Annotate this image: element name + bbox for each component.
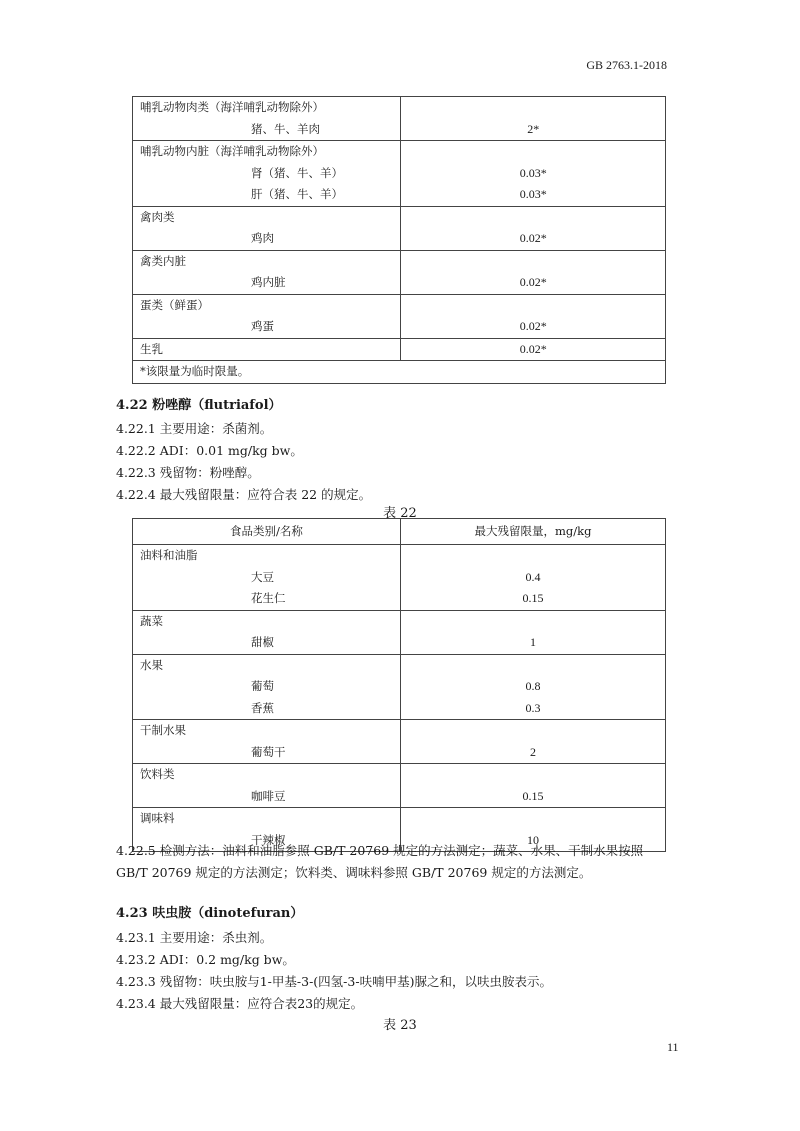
table-row bbox=[133, 206, 666, 250]
column-header-food: 食品类别/名称 bbox=[230, 524, 303, 538]
limit-value: 0.02* bbox=[519, 319, 547, 333]
paragraph-4-23-1: 4.23.1 主要用途：杀虫剂。 bbox=[116, 930, 273, 945]
category-label: 油料和油脂 bbox=[140, 548, 198, 562]
section-title-4-23: 4.23 呋虫胺（dinotefuran） bbox=[116, 906, 304, 921]
limit-value: 0.02* bbox=[519, 341, 547, 356]
paragraph-4-22-2: 4.22.2 ADI：0.01 mg/kg bw。 bbox=[116, 443, 303, 458]
item-label: 干辣椒 bbox=[251, 832, 286, 847]
item-label: 甜椒 bbox=[251, 635, 274, 649]
table-row bbox=[133, 654, 666, 720]
limit-value: 0.3 bbox=[525, 700, 541, 715]
standard-code: GB 2763.1-2018 bbox=[586, 58, 667, 72]
table-22 bbox=[132, 518, 666, 852]
limit-value: 1 bbox=[529, 635, 536, 649]
table-row bbox=[133, 610, 666, 654]
table-row bbox=[133, 250, 666, 294]
section-title-4-22: 4.22 粉唑醇（flutriafol） bbox=[116, 398, 282, 413]
category-label: 生乳 bbox=[140, 341, 163, 356]
item-label: 肾（猪、牛、羊） bbox=[251, 165, 343, 180]
limit-value: 10 bbox=[526, 832, 539, 847]
category-label: 干制水果 bbox=[140, 723, 186, 737]
category-label: 禽类内脏 bbox=[140, 253, 186, 268]
item-label: 葡萄 bbox=[251, 679, 274, 693]
category-label: 蛋类（鲜蛋） bbox=[140, 297, 209, 312]
limit-value: 0.02* bbox=[519, 275, 547, 289]
table-footnote: *该限量为临时限量。 bbox=[140, 364, 250, 378]
item-label: 鸡肉 bbox=[251, 231, 274, 245]
table-footnote-row bbox=[133, 361, 666, 384]
table-row bbox=[133, 545, 666, 611]
category-label: 哺乳动物肉类（海洋哺乳动物除外） bbox=[140, 100, 324, 114]
paragraph-4-23-2: 4.23.2 ADI：0.2 mg/kg bw。 bbox=[116, 952, 295, 967]
limit-value: 0.03* bbox=[519, 165, 547, 180]
paragraph-4-22-5: 4.22.5 检测方法：油料和油脂参照 GB/T 20769 规定的方法测定；蔬菜、水果、干制水果按照 GB/T 20769 规定的方法测定；饮料类、调味料参照 GB/T 20769 规定的方法测定。 bbox=[116, 843, 644, 880]
table-header-row bbox=[133, 519, 666, 545]
table-23-caption: 表 23 bbox=[383, 1018, 417, 1033]
table-row bbox=[133, 294, 666, 338]
table-row bbox=[133, 720, 666, 764]
category-label: 水果 bbox=[140, 657, 163, 672]
category-label: 哺乳动物内脏（海洋哺乳动物除外） bbox=[140, 144, 324, 158]
limit-value: 0.15 bbox=[522, 788, 544, 803]
mrl-table-continued bbox=[132, 96, 666, 384]
category-label: 禽肉类 bbox=[140, 209, 175, 224]
category-label: 蔬菜 bbox=[140, 613, 163, 628]
table-row bbox=[133, 764, 666, 808]
page-number: 11 bbox=[667, 1040, 679, 1054]
paragraph-4-22-4: 4.22.4 最大残留限量：应符合表 22 的规定。 bbox=[116, 487, 372, 502]
item-label: 花生仁 bbox=[251, 591, 286, 605]
table-22-caption: 表 22 bbox=[383, 506, 417, 521]
item-label: 香蕉 bbox=[251, 700, 274, 715]
limit-value: 2 bbox=[529, 744, 536, 759]
limit-value: 0.8 bbox=[525, 679, 541, 693]
limit-value: 0.15 bbox=[522, 591, 544, 605]
item-label: 咖啡豆 bbox=[251, 788, 286, 803]
limit-value: 0.4 bbox=[525, 569, 541, 584]
paragraph-4-23-4: 4.23.4 最大残留限量：应符合表23的规定。 bbox=[116, 996, 364, 1011]
item-label: 猪、牛、羊肉 bbox=[251, 121, 320, 136]
limit-value: 0.02* bbox=[519, 231, 547, 245]
paragraph-4-22-1: 4.22.1 主要用途：杀菌剂。 bbox=[116, 421, 273, 436]
limit-value: 0.03* bbox=[519, 187, 547, 201]
item-label: 鸡蛋 bbox=[251, 319, 274, 333]
category-label: 饮料类 bbox=[140, 767, 175, 781]
item-label: 大豆 bbox=[251, 569, 274, 584]
category-label: 调味料 bbox=[140, 811, 175, 825]
table-row bbox=[133, 338, 666, 361]
item-label: 鸡内脏 bbox=[251, 275, 286, 289]
table-row bbox=[133, 141, 666, 207]
item-label: 葡萄干 bbox=[251, 744, 286, 759]
column-header-limit: 最大残留限量，mg/kg bbox=[474, 524, 592, 538]
table-row bbox=[133, 97, 666, 141]
item-label: 肝（猪、牛、羊） bbox=[251, 187, 343, 201]
paragraph-4-23-3: 4.23.3 残留物：呋虫胺与1-甲基-3-(四氢-3-呋喃甲基)脲之和，以呋虫胺表示。 bbox=[116, 974, 552, 989]
limit-value: 2* bbox=[527, 121, 540, 136]
paragraph-4-22-3: 4.22.3 残留物：粉唑醇。 bbox=[116, 465, 260, 480]
